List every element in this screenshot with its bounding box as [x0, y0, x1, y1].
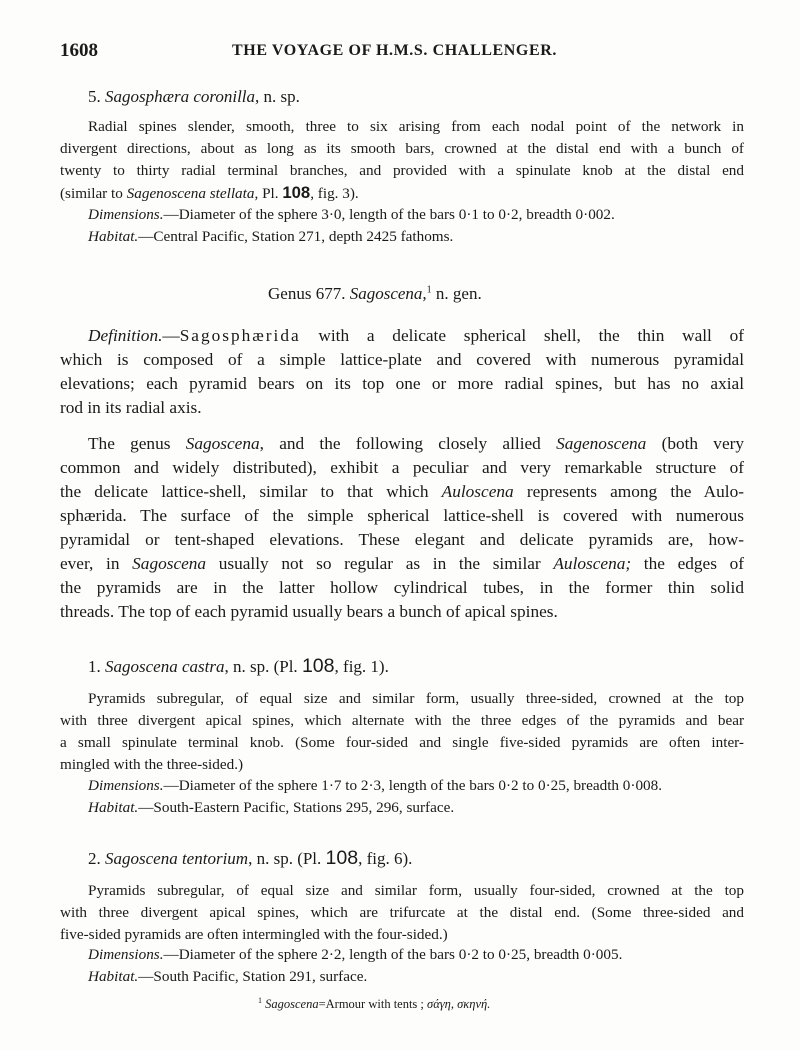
habitat-label: Habitat.: [88, 799, 139, 816]
plate-number: 108: [282, 183, 311, 202]
text-run: , Pl.: [254, 185, 283, 202]
dimensions-text: —Diameter of the sphere 2·2, length of the bars 0·2 to 0·25, breadth 0·005.: [163, 946, 623, 963]
species-2-description: [60, 880, 744, 946]
footnote-text: =Armour with tents ;: [318, 997, 428, 1012]
paragraph-line: elevations; each pyramid bears on its top one or more radial spines, but has no axial: [60, 374, 744, 393]
species-5-description: [60, 116, 744, 205]
italic-run: Auloscena: [441, 482, 514, 501]
footnote-mark: 1: [426, 284, 432, 296]
dimensions-text: —Diameter of the sphere 1·7 to 2·3, length of the bars 0·2 to 0·25, breadth 0·008.: [163, 777, 663, 794]
italic-run: Sagoscena: [185, 434, 260, 453]
species-suffix: , n. sp. (Pl.: [248, 849, 326, 868]
species-2-title: [88, 847, 412, 870]
paragraph-line: [60, 552, 744, 576]
species-1-habitat: [88, 797, 454, 819]
figure-ref: , fig. 1).: [334, 657, 389, 676]
paragraph-line: the pyramids are in the latter hollow cylindrical tubes, in the former thin solid: [60, 578, 744, 597]
paragraph-line: [60, 432, 744, 456]
paragraph-line: with three divergent apical spines, which alternate with the three edges of the pyramids and bear: [60, 712, 744, 729]
paragraph-line: a small spinulate terminal knob. (Some four-sided and single five-sided pyramids are often inter-: [60, 734, 744, 751]
figure-ref: , fig. 6).: [358, 849, 413, 868]
paragraph-line: [60, 324, 744, 348]
habitat-label: Habitat.: [88, 968, 139, 985]
species-suffix: , n. sp.: [255, 87, 300, 106]
paragraph-line: Radial spines slender, smooth, three to six arising from each nodal point of the network in: [88, 118, 744, 135]
paragraph-line: Pyramids subregular, of equal size and similar form, usually three-sided, crowned at the top: [88, 690, 744, 707]
species-1-title: [88, 655, 389, 678]
plate-number: 108: [325, 847, 359, 869]
plate-number: 108: [301, 655, 335, 677]
definition-label: Definition.: [88, 326, 163, 345]
discussion-paragraph: [60, 432, 744, 624]
text-run: , fig. 3).: [310, 185, 359, 202]
genus-suffix: n. gen.: [431, 284, 482, 303]
species-1-description: [60, 688, 744, 776]
text-run: (both very: [646, 434, 745, 453]
paragraph-line: twenty to thirty radial terminal branches, and provided with a spinulate knob at the distal end: [60, 162, 744, 179]
text-run: the delicate lattice-shell, similar to that which: [60, 482, 442, 501]
footnote-term: Sagoscena: [265, 997, 319, 1012]
species-5-habitat: [88, 226, 453, 248]
dimensions-label: Dimensions.: [88, 206, 164, 223]
text-run: The genus: [88, 434, 186, 453]
dimensions-label: Dimensions.: [88, 777, 164, 794]
text-run: represents among the Aulo-: [513, 482, 744, 501]
paragraph-line: [60, 480, 744, 504]
text-run: —: [162, 326, 180, 345]
species-number: 1.: [88, 657, 101, 676]
species-suffix: , n. sp. (Pl.: [224, 657, 302, 676]
paragraph-line: Pyramids subregular, of equal size and similar form, usually four-sided, crowned at the top: [88, 882, 744, 899]
genus-name: Sagoscena,: [349, 284, 427, 303]
paragraph-line: rod in its radial axis.: [60, 398, 202, 417]
paragraph-line: mingled with the three-sided.): [60, 756, 244, 773]
text-run: with a delicate spherical shell, the thin wall of: [300, 326, 744, 345]
habitat-label: Habitat.: [88, 228, 139, 245]
species-name: Sagoscena tentorium: [105, 849, 249, 868]
species-2-dimensions: [88, 944, 622, 966]
habitat-text: —South Pacific, Station 291, surface.: [138, 968, 368, 985]
page-number: 1608: [60, 40, 98, 61]
species-5-title: [88, 87, 300, 107]
species-5-dimensions: [88, 204, 615, 226]
running-title: THE VOYAGE OF H.M.S. CHALLENGER.: [232, 42, 558, 59]
paragraph-line: which is composed of a simple lattice-plate and covered with numerous pyramidal: [60, 350, 744, 369]
species-1-dimensions: [88, 775, 662, 797]
habitat-text: —Central Pacific, Station 271, depth 2425 fathoms.: [138, 228, 454, 245]
dimensions-text: —Diameter of the sphere 3·0, length of the bars 0·1 to 0·2, breadth 0·002.: [163, 206, 615, 223]
footnote-greek: σάγη, σκηνή.: [427, 997, 491, 1012]
paragraph-line: pyramidal or tent-shaped elevations. These elegant and delicate pyramids are, how-: [60, 530, 744, 549]
genus-heading: [268, 284, 482, 304]
italic-run: Auloscena;: [553, 554, 632, 573]
species-name: Sagoscena castra: [105, 657, 225, 676]
definition-paragraph: [60, 324, 744, 420]
text-run: ever, in: [60, 554, 133, 573]
text-run: , and the following closely allied: [259, 434, 557, 453]
italic-run: Sagoscena: [132, 554, 207, 573]
paragraph-line: five-sided pyramids are often intermingled with the four-sided.): [60, 926, 448, 943]
italic-run: Sagenoscena: [556, 434, 647, 453]
habitat-text: —South-Eastern Pacific, Stations 295, 296, surface.: [138, 799, 455, 816]
paragraph-line: with three divergent apical spines, which are trifurcate at the distal end. (Some three-sided and: [60, 904, 744, 921]
species-number: 5.: [88, 87, 101, 106]
paragraph-line: divergent directions, about as long as its smooth bars, crowned at the distal end with a bunch of: [60, 140, 744, 157]
text-run: usually not so regular as in the similar: [206, 554, 554, 573]
dimensions-label: Dimensions.: [88, 946, 164, 963]
species-number: 2.: [88, 849, 101, 868]
genus-prefix: Genus 677.: [268, 284, 346, 303]
text-run: the edges of: [631, 554, 744, 573]
paragraph-line: sphærida. The surface of the simple spherical lattice-shell is covered with numerous: [60, 506, 744, 525]
italic-run: Sagenoscena stellata: [126, 185, 255, 202]
text-run: (similar to: [60, 185, 127, 202]
paragraph-line: [60, 182, 744, 205]
species-name: Sagosphæra coronilla: [105, 87, 256, 106]
footnote-mark: 1: [258, 996, 262, 1005]
footnote: [258, 996, 490, 1012]
spaced-word: Sagosphærida: [179, 326, 301, 345]
paragraph-line: threads. The top of each pyramid usually bears a bunch of apical spines.: [60, 602, 558, 621]
paragraph-line: common and widely distributed), exhibit a peculiar and very remarkable structure of: [60, 458, 744, 477]
species-2-habitat: [88, 966, 367, 988]
